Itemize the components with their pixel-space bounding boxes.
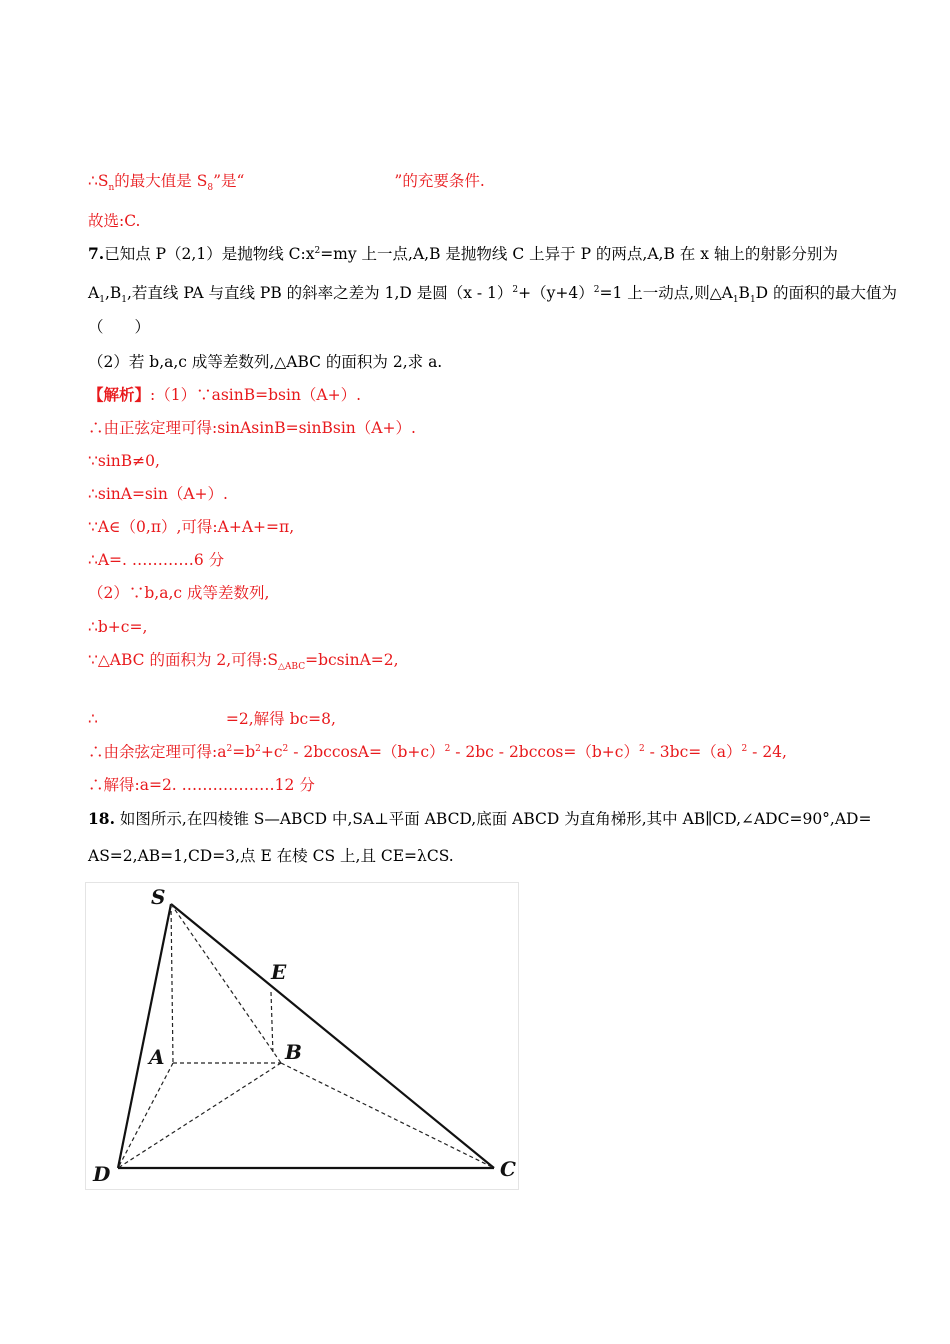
label-E: E — [271, 960, 287, 984]
question-18-line-1: 18. 如图所示,在四棱锥 S—ABCD 中,SA⊥平面 ABCD,底面 ABCD 为直角梯形,其中 AB∥CD,∠ADC=90°,AD= — [88, 809, 872, 828]
solution-line-6: （2）∵b,a,c 成等差数列, — [88, 584, 270, 602]
answer-line-choice: 故选:C. — [88, 212, 141, 230]
solution-line-7: ∴b+c=, — [88, 618, 148, 636]
question-7-line-2: $A_1,B_1$,若直线 PA 与直线 PB 的斜率之差为 1,D 是圆$(x - 1)^2+(y+4)^2=1$ 上一动点,则$\triangle A_1B_1D$ 的面积的最大值为 — [88, 284, 898, 306]
solution-line-9: ∴ =2,解得 bc=8, — [88, 710, 336, 728]
solution-line-5: ∴A=. …………6 分 — [88, 551, 225, 569]
pyramid-figure — [85, 882, 519, 1190]
label-S: S — [151, 885, 166, 909]
solution-line-4: ∵A∈（0,π）,可得:A+A+=π, — [88, 518, 295, 536]
solution-tag: 【解析】 — [88, 385, 151, 404]
solution-line-8: ∵△ABC 的面积为 2,可得$:S_{\triangle ABC}=bcsinA=2$, — [88, 651, 399, 673]
answer-line-sn-max: $\therefore S_n$的最大值是 $S_8$”是“ ”的充要条件. — [88, 172, 485, 194]
figure-border — [86, 883, 519, 1190]
label-C: C — [500, 1157, 516, 1181]
label-D: D — [93, 1162, 111, 1186]
question-18-line-2: AS=2,AB=1,CD=3,点 E 在棱 CS 上,且 CE=λCS. — [88, 847, 454, 865]
solution-line-3: ∴sinA=sin（A+）. — [88, 485, 228, 503]
solution-line-2: ∵sinB≠0, — [88, 452, 160, 470]
solution-line-10: ∴由余弦定理可得$:a^2=b^2+c^2 - 2bccosA=(b+c)^2 - 2bc - 2bccos=(b+c)^2 - 3bc=(a)^2 - 24$, — [88, 743, 787, 761]
question-7-choice-brackets: （ ） — [88, 318, 151, 336]
solution-line-1: ∴由正弦定理可得:sinAsinB=sinBsin（A+）. — [88, 419, 416, 437]
solution-header: 【解析】:（1）∵asinB=bsin（A+）. — [88, 385, 362, 404]
solution-line-11: ∴解得:a=2. ………………12 分 — [88, 776, 315, 794]
question-part-2: （2）若 b,a,c 成等差数列,△ABC 的面积为 2,求 a. — [88, 353, 443, 371]
question-7-line-1: 7.已知点 P（2,1）是抛物线 $C:x^2=my$ 上一点,A,B 是抛物线 C 上异于 P 的两点,A,B 在 x 轴上的射影分别为 — [88, 244, 838, 263]
label-A: A — [149, 1045, 165, 1069]
label-B: B — [285, 1040, 302, 1064]
